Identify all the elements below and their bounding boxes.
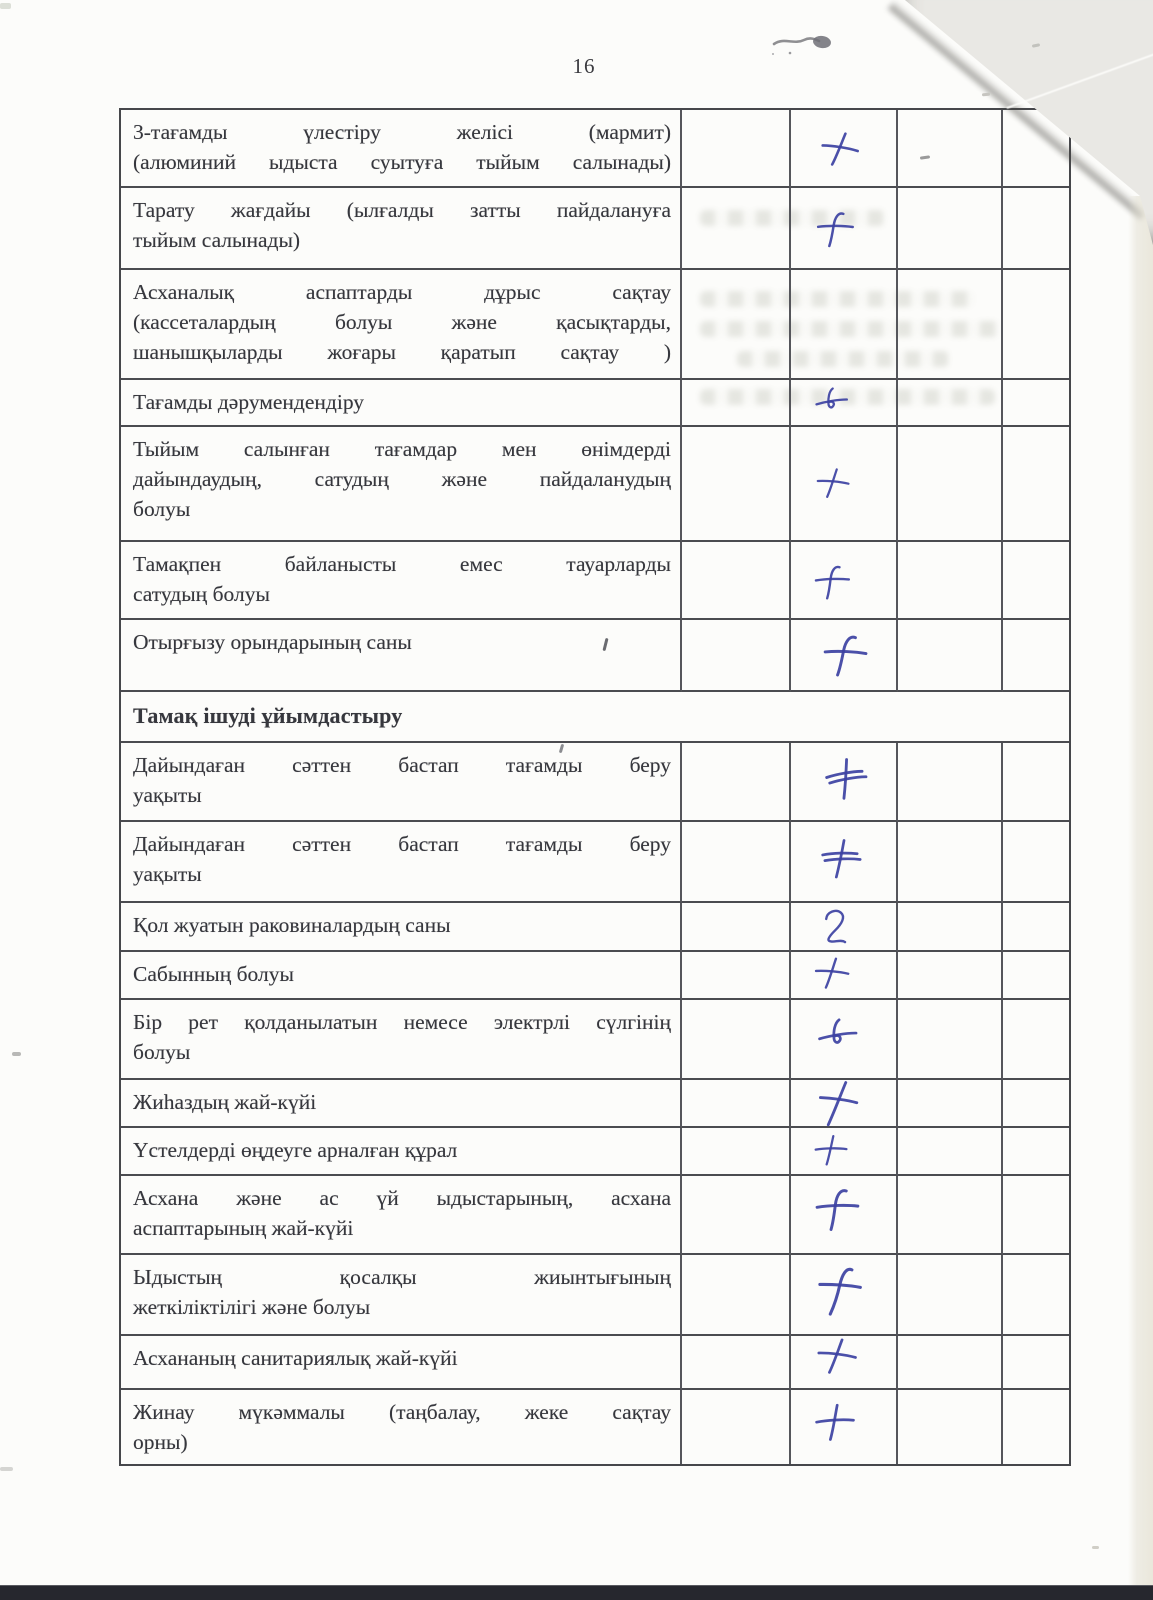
cell-col-2 [791, 822, 898, 903]
handwritten-mark [812, 121, 868, 177]
cell-col-4 [1003, 1128, 1069, 1176]
cell-col-3 [898, 427, 1003, 542]
table-row [121, 1000, 1069, 1080]
cell-col-1 [682, 1080, 791, 1128]
cell-col-1 [682, 270, 791, 380]
cell-col-1 [682, 427, 791, 542]
handwritten-mark [808, 1073, 867, 1132]
cell-col-3 [898, 743, 1003, 822]
cell-col-2 [791, 110, 898, 188]
inspection-table [119, 108, 1071, 1466]
table-row [121, 427, 1069, 542]
cell-col-4 [1003, 110, 1069, 188]
cell-col-4 [1003, 743, 1069, 822]
cell-col-2 [791, 1000, 898, 1080]
page-edge-strip [1128, 196, 1153, 1586]
handwritten-mark [810, 1260, 871, 1321]
cell-col-2 [791, 270, 898, 380]
cell-col-1 [682, 188, 791, 270]
cell-col-4 [1003, 1390, 1069, 1464]
row-label: Тамақ ішуді ұйымдастыру [121, 692, 1069, 743]
table-row [121, 270, 1069, 380]
row-label: Бір рет қолданылатын немесе электрлі сүлгінің болуы [121, 1000, 682, 1080]
cell-col-1 [682, 1128, 791, 1176]
cell-col-3 [898, 110, 1003, 188]
cell-col-2 [791, 1128, 898, 1176]
handwritten-mark [808, 949, 857, 998]
scratch-line-artifact [1006, 53, 1153, 109]
table-row [121, 743, 1069, 822]
cell-col-2 [791, 188, 898, 270]
handwritten-mark [812, 205, 859, 252]
cell-col-4 [1003, 188, 1069, 270]
cell-col-2 [791, 952, 898, 1000]
cell-col-4 [1003, 270, 1069, 380]
cell-col-2 [791, 380, 898, 427]
table-row [121, 1128, 1069, 1176]
cell-col-3 [898, 380, 1003, 427]
cell-col-2 [791, 427, 898, 542]
cell-col-4 [1003, 822, 1069, 903]
cell-col-1 [682, 1390, 791, 1464]
cell-col-3 [898, 542, 1003, 620]
cell-col-3 [898, 1000, 1003, 1080]
cell-col-2 [791, 542, 898, 620]
table-row [121, 692, 1069, 743]
cell-col-4 [1003, 380, 1069, 427]
row-label: Ыдыстың қосалқы жиынтығының жеткіліктілігі және болуы [121, 1255, 682, 1336]
cell-col-2 [791, 1336, 898, 1390]
cell-col-4 [1003, 542, 1069, 620]
cell-col-3 [898, 903, 1003, 952]
cell-col-1 [682, 1255, 791, 1336]
scanner-edge-band [0, 1585, 1153, 1600]
table-row [121, 952, 1069, 1000]
cell-col-4 [1003, 952, 1069, 1000]
cell-col-3 [898, 1176, 1003, 1255]
cell-col-4 [1003, 1000, 1069, 1080]
cell-col-3 [898, 1336, 1003, 1390]
cell-col-3 [898, 952, 1003, 1000]
handwritten-mark [811, 1010, 862, 1061]
row-label: Тағамды дәрумендендіру [121, 380, 682, 427]
table-row [121, 1336, 1069, 1390]
handwritten-mark [816, 833, 866, 883]
cell-col-4 [1003, 620, 1069, 692]
page-number: 16 [572, 54, 596, 78]
scan-speck [0, 3, 11, 9]
table-row [121, 1176, 1069, 1255]
cell-col-2 [791, 1176, 898, 1255]
table-row [121, 542, 1069, 620]
table-row [121, 380, 1069, 427]
table-row [121, 188, 1069, 270]
cell-col-1 [682, 542, 791, 620]
row-label: Жинау мүкәммалы (таңбалау, жеке сақтау орны) [121, 1390, 682, 1464]
cell-col-1 [682, 620, 791, 692]
table-row [121, 1080, 1069, 1128]
scan-speck [1032, 43, 1040, 48]
scan-speck [0, 1467, 13, 1471]
cell-col-2 [791, 903, 898, 952]
cell-col-1 [682, 1176, 791, 1255]
cell-col-1 [682, 1336, 791, 1390]
table-row [121, 110, 1069, 188]
cell-col-2 [791, 1390, 898, 1464]
row-label: Қол жуатын раковиналардың саны [121, 903, 682, 952]
cell-col-4 [1003, 427, 1069, 542]
cell-col-1 [682, 952, 791, 1000]
row-label: Тыйым салынған тағамдар мен өнімдерді дайындаудың, сатудың және пайдаланудың болуы [121, 427, 682, 542]
cell-col-4 [1003, 1080, 1069, 1128]
handwritten-mark [810, 381, 853, 424]
row-label: Жиһаздың жай-күйі [121, 1080, 682, 1128]
cell-col-1 [682, 380, 791, 427]
ink-smudge-artifact [770, 28, 842, 62]
cell-col-2 [791, 1080, 898, 1128]
table-row [121, 1390, 1069, 1464]
row-label: Асханалық аспаптарды дұрыс сақтау (кассеталардың болуы және қасықтарды, шанышқыларды жоғары қаратып сақтау ) [121, 270, 682, 380]
table-row [121, 1255, 1069, 1336]
cell-col-3 [898, 188, 1003, 270]
handwritten-mark [815, 905, 857, 947]
cell-col-4 [1003, 1176, 1069, 1255]
cell-col-3 [898, 822, 1003, 903]
cell-col-3 [898, 1080, 1003, 1128]
handwritten-mark [810, 1129, 853, 1172]
handwritten-mark [809, 1328, 866, 1385]
cell-col-4 [1003, 1255, 1069, 1336]
row-label: Тарату жағдайы (ылғалды затты пайдалануға тыйым салынады) [121, 188, 682, 270]
cell-col-1 [682, 903, 791, 952]
scan-speck [12, 1052, 21, 1056]
handwritten-mark [810, 460, 856, 506]
row-label: Асхананың санитариялық жай-күйі [121, 1336, 682, 1390]
cell-col-3 [898, 1255, 1003, 1336]
row-label: Асхана және ас үй ыдыстарының, асхана аспаптарының жай-күйі [121, 1176, 682, 1255]
row-label: Сабынның болуы [121, 952, 682, 1000]
cell-col-3 [898, 1128, 1003, 1176]
cell-col-1 [682, 110, 791, 188]
handwritten-mark [810, 559, 853, 602]
cell-col-4 [1003, 903, 1069, 952]
scan-speck [982, 93, 990, 97]
cell-col-2 [791, 1255, 898, 1336]
cell-col-2 [791, 620, 898, 692]
cell-col-3 [898, 620, 1003, 692]
handwritten-mark [819, 751, 874, 806]
row-label: Тамақпен байланысты емес тауарларды сатудың болуы [121, 542, 682, 620]
handwritten-mark [810, 1397, 860, 1447]
cell-col-3 [898, 270, 1003, 380]
table-row [121, 903, 1069, 952]
row-label: 3-тағамды үлестіру желісі (мармит) (алюминий ыдыста суытуға тыйым салынады) [121, 110, 682, 188]
row-label: Үстелдерді өңдеуге арналған құрал [121, 1128, 682, 1176]
scan-speck [1092, 1546, 1099, 1549]
table-row [121, 620, 1069, 692]
cell-col-3 [898, 1390, 1003, 1464]
row-label: Отырғызу орындарының саны [121, 620, 682, 692]
cell-col-1 [682, 1000, 791, 1080]
row-label: Дайындаған сәттен бастап тағамды беру уақыты [121, 743, 682, 822]
row-label: Дайындаған сәттен бастап тағамды беру уақыты [121, 822, 682, 903]
cell-col-1 [682, 822, 791, 903]
handwritten-mark [810, 1181, 864, 1235]
cell-col-2 [791, 743, 898, 822]
cell-col-1 [682, 743, 791, 822]
table-row [121, 822, 1069, 903]
cell-col-4 [1003, 1336, 1069, 1390]
handwritten-mark [816, 625, 873, 682]
